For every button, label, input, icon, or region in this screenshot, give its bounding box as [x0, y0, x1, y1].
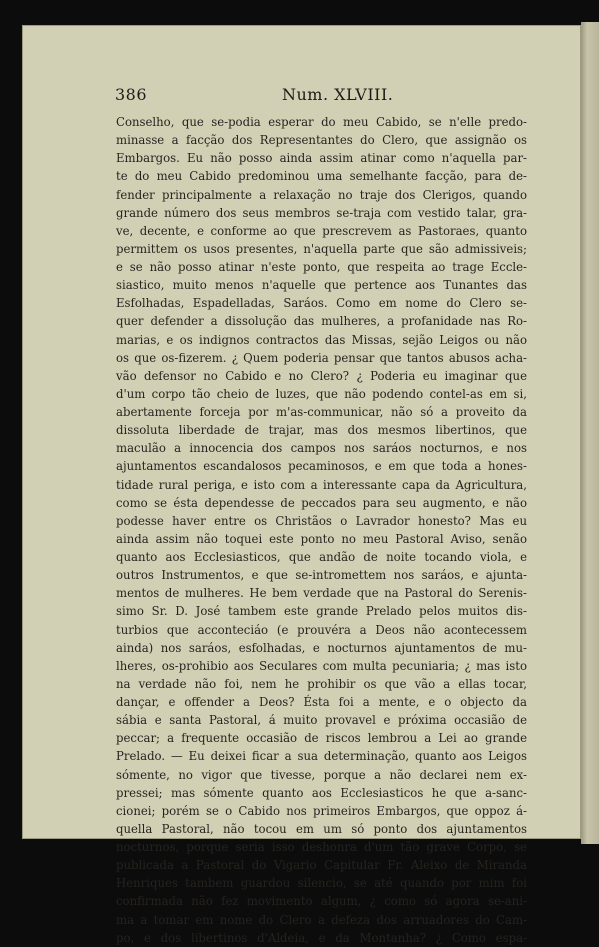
- page-number: 386: [115, 85, 148, 104]
- text-line: quer defender a dissolução das mulheres, a profanidade nas Ro-: [116, 314, 527, 329]
- text-line: permittem os usos presentes, n'aquella parte que são admissiveis;: [116, 241, 527, 256]
- text-line: peccar; a frequente occasião de riscos lembrou a Lei ao grande: [116, 731, 527, 746]
- text-line: Prelado. — Eu deixei ficar a sua determinação, quanto aos Leigos: [116, 749, 527, 764]
- text-line: minasse a facção dos Representantes do Clero, que assignão os: [116, 133, 527, 148]
- text-line: ainda assim não toquei este ponto no meu Pastoral Aviso, senão: [116, 531, 527, 546]
- text-line: dançar, e offender a Deos? Ésta foi a mente, e o objecto da: [116, 695, 527, 709]
- text-line: ve, decente, e conforme ao que prescrevem as Pastoraes, quanto: [116, 223, 527, 238]
- page-header: [115, 85, 527, 111]
- text-line: mentos de mulheres. He bem verdade que na Pastoral do Serenis-: [116, 586, 527, 601]
- text-line: sómente, no vigor que tivesse, porque a não declarei nem ex-: [116, 767, 527, 782]
- text-line: sábia e santa Pastoral, á muito provavel e próxima occasião de: [116, 713, 527, 728]
- text-line: podesse haver entre os Christãos o Lavrador honesto? Mas eu: [116, 513, 527, 528]
- text-line: e se não posso atinar n'este ponto, que respeita ao trage Eccle-: [116, 260, 527, 274]
- text-line: lheres, os-prohibio aos Seculares com multa pecuniaria; ¿ mas isto: [116, 658, 527, 673]
- text-line: quella Pastoral, não tocou em um só ponto dos ajuntamentos: [116, 821, 527, 836]
- text-line: Conselho, que se-podia esperar do meu Cabido, se n'elle predo-: [116, 115, 527, 129]
- text-line: cionei; porém se o Cabido nos primeiros Embargos, que oppoz á-: [116, 803, 527, 818]
- text-line: publicada a Pastoral do Vigario Capitular Fr. Aleixo de Miranda: [116, 858, 527, 873]
- running-head: Num. XLVIII.: [282, 85, 394, 104]
- body-text: [116, 113, 527, 947]
- text-line: vão defensor no Cabido e no Clero? ¿ Poderia eu imaginar que: [116, 368, 527, 383]
- text-line: pressei; mas sómente quanto aos Ecclesiasticos he que a-sanc-: [116, 785, 527, 800]
- text-line: nocturnos, porque seria isso deshonra d'um tão grave Corpo, se: [116, 840, 527, 854]
- text-line: d'um corpo tão cheio de luzes, que não podendo contel-as em si,: [116, 386, 527, 401]
- text-line: maculão a innocencia dos campos nos saráos nocturnos, e nos: [116, 441, 527, 456]
- page-edge: [581, 22, 599, 844]
- text-line: Henriques tambem guardou silencio, se até quando por mim foi: [116, 876, 527, 891]
- text-line: na verdade não foi, nem he prohibir os que vão a ellas tocar,: [116, 676, 527, 691]
- text-line: tidade rural periga, e isto com a interessante capa da Agricultura,: [116, 477, 527, 492]
- text-line: Esfolhadas, Espadelladas, Saráos. Como em nome do Clero se-: [116, 296, 527, 311]
- text-line: ajuntamentos escandalosos pecaminosos, e em que toda a hones-: [116, 459, 527, 474]
- text-line: quanto aos Ecclesiasticos, que andão de noite tocando viola, e: [116, 550, 527, 564]
- text-line: siastico, muito menos n'aquelle que pertence aos Tunantes das: [116, 278, 527, 293]
- text-line: fender principalmente a relaxação no traje dos Clerigos, quando: [116, 187, 527, 202]
- text-line: ma a tomar em nome do Clero a defeza dos arruadores do Cam-: [116, 912, 527, 927]
- text-line: os que os-fizerem. ¿ Quem poderia pensar que tantos abusos acha-: [116, 350, 527, 365]
- text-line: marias, e os indignos contractos das Missas, sejão Leigos ou não: [116, 332, 527, 347]
- text-line: turbios que acconteciáo (e prouvéra a Deos não acontecessem: [116, 622, 527, 637]
- text-line: outros Instrumentos, e que se-intromettem nos saráos, e ajunta-: [116, 568, 527, 583]
- text-line: te do meu Cabido predominou uma semelhante facção, para de-: [116, 169, 527, 184]
- text-line: Embargos. Eu não posso ainda assim atinar como n'aquella par-: [116, 151, 527, 166]
- text-line: como se ésta dependesse de peccados para seu augmento, e não: [116, 495, 527, 510]
- text-line: ainda) nos saráos, esfolhadas, e nocturnos ajuntamentos de mu-: [116, 640, 527, 655]
- text-line: po, e dos libertinos d'Aldeia, e da Montanha? ¿ Como espa-: [116, 930, 527, 945]
- text-line: dissoluta liberdade de trajar, mas dos mesmos libertinos, que: [116, 423, 527, 438]
- text-line: confirmada não fez movimento algum, ¿ como só agora se-ani-: [116, 894, 527, 909]
- text-line: grande número dos seus membros se-traja com vestido talar, gra-: [116, 205, 527, 220]
- text-line: abertamente forceja por m'as-communicar, não só a proveito da: [116, 405, 527, 419]
- text-line: simo Sr. D. José tambem este grande Prelado pelos muitos dis-: [116, 604, 527, 619]
